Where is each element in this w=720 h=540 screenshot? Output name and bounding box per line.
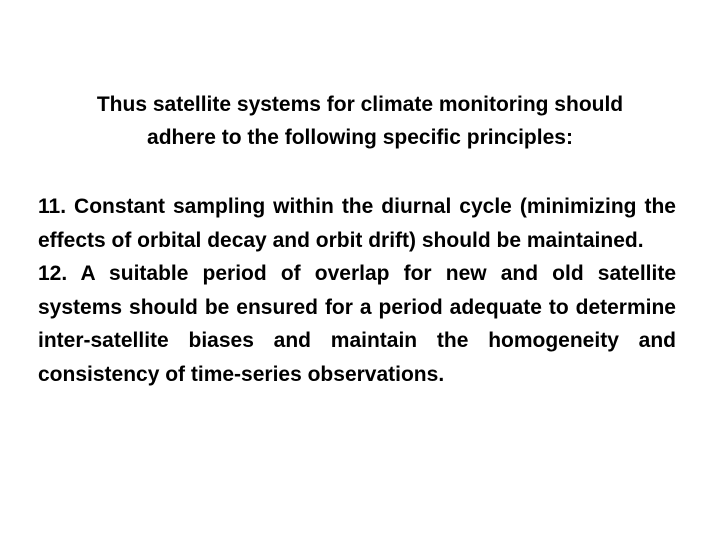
- heading-line-2: adhere to the following specific principles:: [147, 126, 573, 149]
- principles-list: [38, 190, 676, 391]
- principle-12: 12. A suitable period of overlap for new and old satellite systems should be ensured for a period adequate to determine inter-satellite biases and maintain the homogeneity and consistency of time-series observations.: [38, 262, 676, 386]
- heading-line-1: Thus satellite systems for climate monitoring should: [96, 93, 624, 116]
- principle-11: 11. Constant sampling within the diurnal cycle (minimizing the effects of orbital decay and orbit drift) should be maintained.: [38, 195, 676, 252]
- slide-heading: [40, 88, 680, 154]
